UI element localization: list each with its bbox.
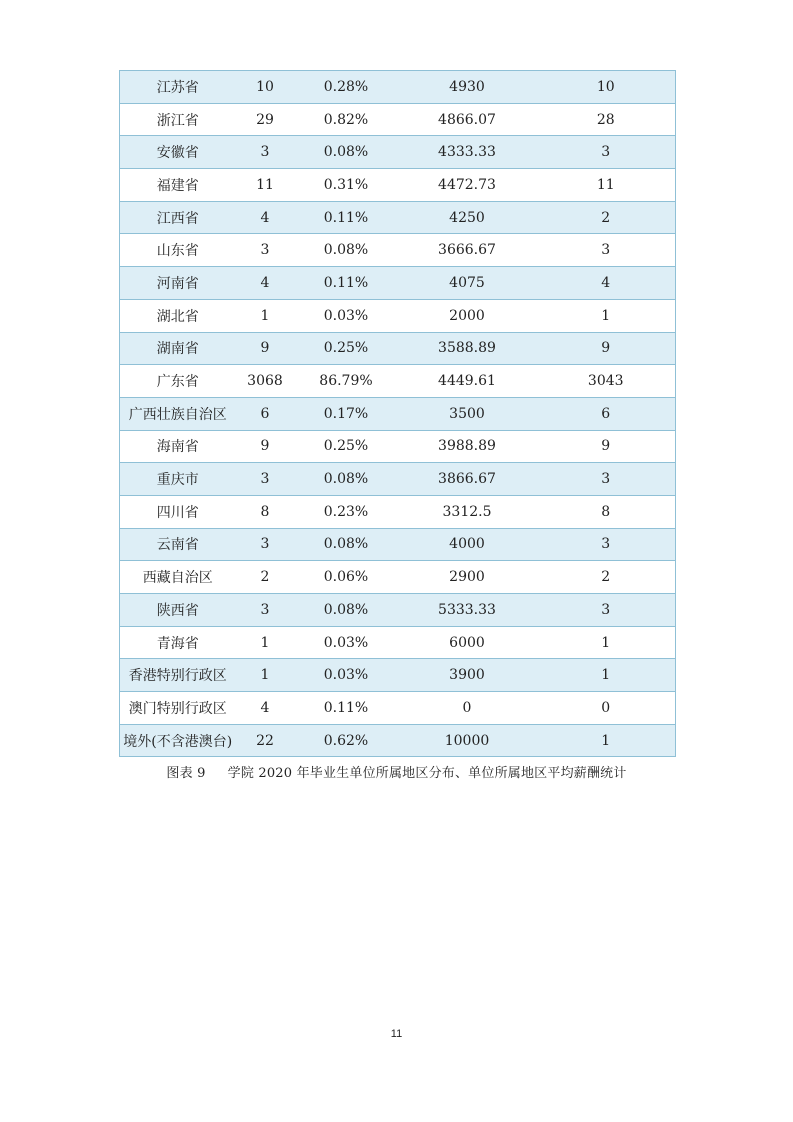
percent-cell: 0.62% (295, 724, 398, 757)
table-row (120, 594, 676, 627)
salary-count-cell: 1 (537, 299, 676, 332)
salary-count-cell: 8 (537, 495, 676, 528)
percent-cell: 0.11% (295, 267, 398, 300)
percent-cell: 0.03% (295, 299, 398, 332)
region-salary-table (119, 70, 676, 757)
avg-salary-cell: 3988.89 (398, 430, 537, 463)
table-row (120, 724, 676, 757)
salary-count-cell: 3 (537, 528, 676, 561)
table-row (120, 430, 676, 463)
table-row (120, 103, 676, 136)
percent-cell: 0.03% (295, 659, 398, 692)
salary-count-cell: 3 (537, 136, 676, 169)
table-caption (0, 762, 793, 781)
avg-salary-cell: 3866.67 (398, 463, 537, 496)
page-number: 11 (390, 1028, 403, 1040)
table-row (120, 528, 676, 561)
avg-salary-cell: 0 (398, 692, 537, 725)
avg-salary-cell: 4449.61 (398, 365, 537, 398)
caption-text: 学院 2020 年毕业生单位所属地区分布、单位所属地区平均薪酬统计 (227, 766, 627, 781)
avg-salary-cell: 3312.5 (398, 495, 537, 528)
percent-cell: 0.03% (295, 626, 398, 659)
count-cell: 2 (236, 561, 295, 594)
salary-count-cell: 0 (537, 692, 676, 725)
salary-count-cell: 6 (537, 397, 676, 430)
count-cell: 6 (236, 397, 295, 430)
region-cell: 广东省 (120, 365, 236, 398)
percent-cell: 0.17% (295, 397, 398, 430)
salary-count-cell: 3 (537, 234, 676, 267)
table-row (120, 136, 676, 169)
avg-salary-cell: 4930 (398, 71, 537, 104)
count-cell: 3 (236, 136, 295, 169)
table-row (120, 626, 676, 659)
count-cell: 22 (236, 724, 295, 757)
region-cell: 浙江省 (120, 103, 236, 136)
percent-cell: 0.11% (295, 201, 398, 234)
count-cell: 8 (236, 495, 295, 528)
region-cell: 西藏自治区 (120, 561, 236, 594)
salary-count-cell: 3 (537, 463, 676, 496)
table-row (120, 495, 676, 528)
count-cell: 4 (236, 267, 295, 300)
count-cell: 9 (236, 332, 295, 365)
salary-count-cell: 1 (537, 626, 676, 659)
salary-count-cell: 2 (537, 201, 676, 234)
count-cell: 3 (236, 528, 295, 561)
region-cell: 江西省 (120, 201, 236, 234)
region-cell: 海南省 (120, 430, 236, 463)
count-cell: 4 (236, 201, 295, 234)
salary-count-cell: 3043 (537, 365, 676, 398)
percent-cell: 86.79% (295, 365, 398, 398)
count-cell: 3 (236, 594, 295, 627)
region-cell: 重庆市 (120, 463, 236, 496)
percent-cell: 0.08% (295, 136, 398, 169)
percent-cell: 0.11% (295, 692, 398, 725)
table-row (120, 365, 676, 398)
region-cell: 山东省 (120, 234, 236, 267)
region-cell: 河南省 (120, 267, 236, 300)
region-cell: 香港特别行政区 (120, 659, 236, 692)
table-row (120, 169, 676, 202)
count-cell: 9 (236, 430, 295, 463)
table-body (120, 71, 676, 757)
salary-count-cell: 2 (537, 561, 676, 594)
salary-count-cell: 11 (537, 169, 676, 202)
avg-salary-cell: 3666.67 (398, 234, 537, 267)
percent-cell: 0.23% (295, 495, 398, 528)
salary-count-cell: 28 (537, 103, 676, 136)
salary-count-cell: 4 (537, 267, 676, 300)
table-row (120, 71, 676, 104)
region-cell: 陕西省 (120, 594, 236, 627)
salary-count-cell: 1 (537, 659, 676, 692)
avg-salary-cell: 4333.33 (398, 136, 537, 169)
count-cell: 11 (236, 169, 295, 202)
region-cell: 云南省 (120, 528, 236, 561)
count-cell: 4 (236, 692, 295, 725)
table-row (120, 659, 676, 692)
table-row (120, 234, 676, 267)
count-cell: 3068 (236, 365, 295, 398)
count-cell: 1 (236, 299, 295, 332)
avg-salary-cell: 4075 (398, 267, 537, 300)
table-row (120, 332, 676, 365)
percent-cell: 0.31% (295, 169, 398, 202)
salary-count-cell: 9 (537, 332, 676, 365)
salary-count-cell: 9 (537, 430, 676, 463)
count-cell: 3 (236, 463, 295, 496)
count-cell: 1 (236, 659, 295, 692)
percent-cell: 0.25% (295, 430, 398, 463)
region-cell: 安徽省 (120, 136, 236, 169)
region-cell: 江苏省 (120, 71, 236, 104)
region-cell: 湖南省 (120, 332, 236, 365)
table-row (120, 299, 676, 332)
avg-salary-cell: 4000 (398, 528, 537, 561)
count-cell: 1 (236, 626, 295, 659)
region-cell: 青海省 (120, 626, 236, 659)
avg-salary-cell: 4472.73 (398, 169, 537, 202)
percent-cell: 0.08% (295, 463, 398, 496)
region-cell: 湖北省 (120, 299, 236, 332)
percent-cell: 0.82% (295, 103, 398, 136)
region-cell: 境外(不含港澳台) (120, 724, 236, 757)
percent-cell: 0.08% (295, 234, 398, 267)
avg-salary-cell: 3588.89 (398, 332, 537, 365)
table-row (120, 561, 676, 594)
table-row (120, 397, 676, 430)
percent-cell: 0.28% (295, 71, 398, 104)
avg-salary-cell: 4250 (398, 201, 537, 234)
count-cell: 29 (236, 103, 295, 136)
table-row (120, 267, 676, 300)
salary-count-cell: 1 (537, 724, 676, 757)
avg-salary-cell: 2000 (398, 299, 537, 332)
percent-cell: 0.08% (295, 528, 398, 561)
avg-salary-cell: 5333.33 (398, 594, 537, 627)
count-cell: 3 (236, 234, 295, 267)
avg-salary-cell: 4866.07 (398, 103, 537, 136)
avg-salary-cell: 3500 (398, 397, 537, 430)
avg-salary-cell: 6000 (398, 626, 537, 659)
table-row (120, 201, 676, 234)
percent-cell: 0.06% (295, 561, 398, 594)
table-row (120, 463, 676, 496)
avg-salary-cell: 3900 (398, 659, 537, 692)
avg-salary-cell: 2900 (398, 561, 537, 594)
region-cell: 四川省 (120, 495, 236, 528)
region-cell: 福建省 (120, 169, 236, 202)
region-cell: 广西壮族自治区 (120, 397, 236, 430)
percent-cell: 0.25% (295, 332, 398, 365)
region-cell: 澳门特别行政区 (120, 692, 236, 725)
salary-count-cell: 10 (537, 71, 676, 104)
salary-count-cell: 3 (537, 594, 676, 627)
percent-cell: 0.08% (295, 594, 398, 627)
table-row (120, 692, 676, 725)
caption-label: 图表 9 (166, 766, 206, 781)
count-cell: 10 (236, 71, 295, 104)
avg-salary-cell: 10000 (398, 724, 537, 757)
